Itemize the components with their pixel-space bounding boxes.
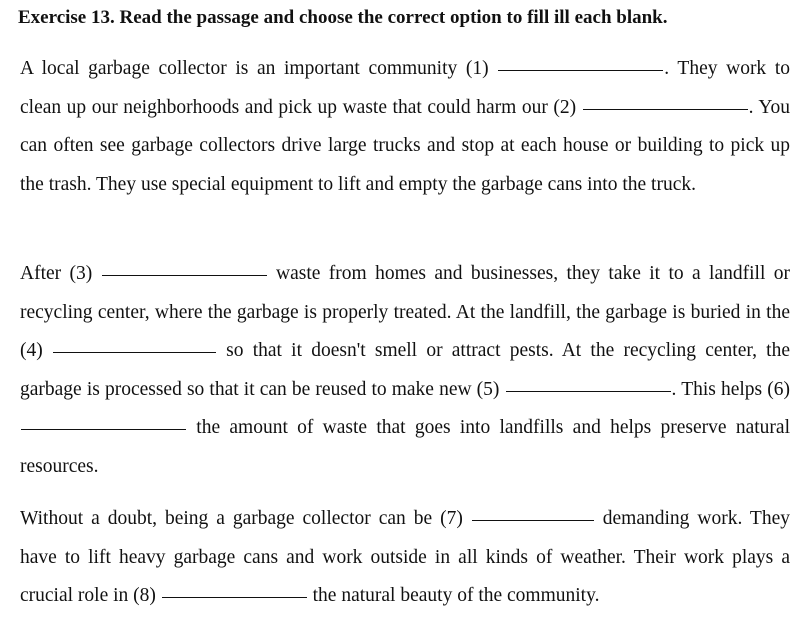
blank-8[interactable] bbox=[162, 596, 307, 598]
paragraph-1 bbox=[20, 50, 790, 204]
paragraph-3 bbox=[20, 500, 790, 616]
text-segment: demanding work. They have to lift heavy garbage cans and work outside in all kinds of weather. Their work plays a crucial role in (8) bbox=[20, 508, 790, 607]
text-segment: . They work to clean up our neighborhoods and pick up waste that could harm our (2) bbox=[20, 58, 790, 118]
blank-4[interactable] bbox=[53, 351, 216, 353]
blank-3[interactable] bbox=[102, 274, 267, 276]
text-segment: . This helps (6) bbox=[671, 378, 790, 400]
blank-7[interactable] bbox=[472, 519, 594, 521]
text-segment: A local garbage collector is an important community (1) bbox=[20, 58, 498, 79]
text-segment: the natural beauty of the community. bbox=[307, 585, 600, 607]
text-segment: waste from homes and businesses, they take it to a landfill or recycling center, where the garbage is properly treated. At the landfill, the garbage is buried in the (4) bbox=[20, 263, 790, 362]
blank-2[interactable] bbox=[583, 108, 748, 110]
text-segment: so that it doesn't smell or attract pests. At the recycling center, the garbage is processed so that it can be reused to make new (5) bbox=[20, 340, 790, 400]
blank-5[interactable] bbox=[506, 390, 671, 392]
text-segment: the amount of waste that goes into landfills and helps preserve natural resources. bbox=[20, 417, 790, 477]
blank-1[interactable] bbox=[498, 69, 663, 71]
blank-6[interactable] bbox=[21, 428, 186, 430]
exercise-title: Exercise 13. Read the passage and choose the correct option to fill ill each blank. bbox=[18, 7, 668, 28]
text-segment: Without a doubt, being a garbage collector can be (7) bbox=[20, 508, 471, 529]
text-segment: After (3) bbox=[20, 263, 101, 284]
paragraph-2 bbox=[20, 255, 790, 487]
text-segment: . You can often see garbage collectors drive large trucks and stop at each house or building to pick up the trash. They use special equipment to lift and empty the garbage cans into the truck. bbox=[20, 96, 790, 195]
